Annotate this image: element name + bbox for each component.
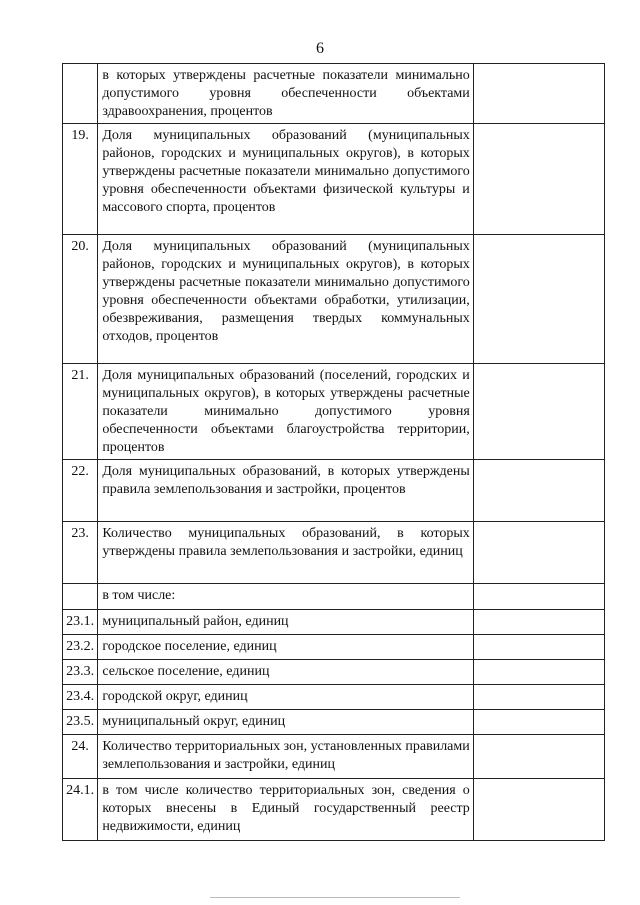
row-description: в том числе: [98,584,473,610]
table-row [63,64,605,124]
table-row [63,235,605,364]
row-description: Доля муниципальных образований, в которых утверждены правила землепользования и застройки, процентов [98,460,473,522]
row-value-cell [473,522,604,584]
table-row [63,635,605,660]
row-number: 19. [63,124,98,235]
page-number: 6 [316,40,324,57]
row-description: городской округ, единиц [98,685,473,710]
table-row [63,735,605,779]
row-value-cell [473,635,604,660]
row-value-cell [473,610,604,635]
table-row [63,460,605,522]
row-number: 23.5. [63,710,98,735]
row-description: Доля муниципальных образований (муниципальных районов, городских и муниципальных округов), в которых утверждены расчетные показатели минимально допустимого уровня обеспеченности объектами обработки, утилизации, обезвреживания, размещения твердых коммунальных отходов, процентов [98,235,473,364]
row-number: 22. [63,460,98,522]
row-value-cell [473,235,604,364]
row-number: 24.1. [63,779,98,841]
row-description: муниципальный округ, единиц [98,710,473,735]
row-number [63,64,98,124]
row-value-cell [473,735,604,779]
row-description: Доля муниципальных образований (поселений, городских и муниципальных округов), в которых утверждены расчетные показатели минимально допустимого уровня обеспеченности объектами благоустройства территории, процентов [98,364,473,460]
row-number [63,584,98,610]
row-description: Количество муниципальных образований, в которых утверждены правила землепользования и застройки, единиц [98,522,473,584]
scan-artifact-line [210,897,460,898]
row-number: 23.3. [63,660,98,685]
row-value-cell [473,460,604,522]
row-description: сельское поселение, единиц [98,660,473,685]
table-row [63,685,605,710]
row-value-cell [473,660,604,685]
indicators-table [62,63,605,841]
row-description: в которых утверждены расчетные показатели минимально допустимого уровня обеспеченности объектами здравоохранения, процентов [98,64,473,124]
row-description: Количество территориальных зон, установленных правилами землепользования и застройки, единиц [98,735,473,779]
row-description: в том числе количество территориальных зон, сведения о которых внесены в Единый государственный реестр недвижимости, единиц [98,779,473,841]
row-number: 23. [63,522,98,584]
table-row [63,364,605,460]
row-number: 24. [63,735,98,779]
row-number: 20. [63,235,98,364]
table-row [63,710,605,735]
row-value-cell [473,584,604,610]
row-description: городское поселение, единиц [98,635,473,660]
table-row [63,124,605,235]
table-row [63,584,605,610]
row-value-cell [473,64,604,124]
row-number: 21. [63,364,98,460]
row-number: 23.2. [63,635,98,660]
row-value-cell [473,364,604,460]
table-row [63,779,605,841]
table-row [63,660,605,685]
table-row [63,522,605,584]
row-value-cell [473,710,604,735]
row-value-cell [473,779,604,841]
row-value-cell [473,685,604,710]
row-number: 23.1. [63,610,98,635]
row-description: Доля муниципальных образований (муниципальных районов, городских и муниципальных округов), в которых утверждены расчетные показатели минимально допустимого уровня обеспеченности объектами физической культуры и массового спорта, процентов [98,124,473,235]
row-value-cell [473,124,604,235]
row-description: муниципальный район, единиц [98,610,473,635]
row-number: 23.4. [63,685,98,710]
table-row [63,610,605,635]
